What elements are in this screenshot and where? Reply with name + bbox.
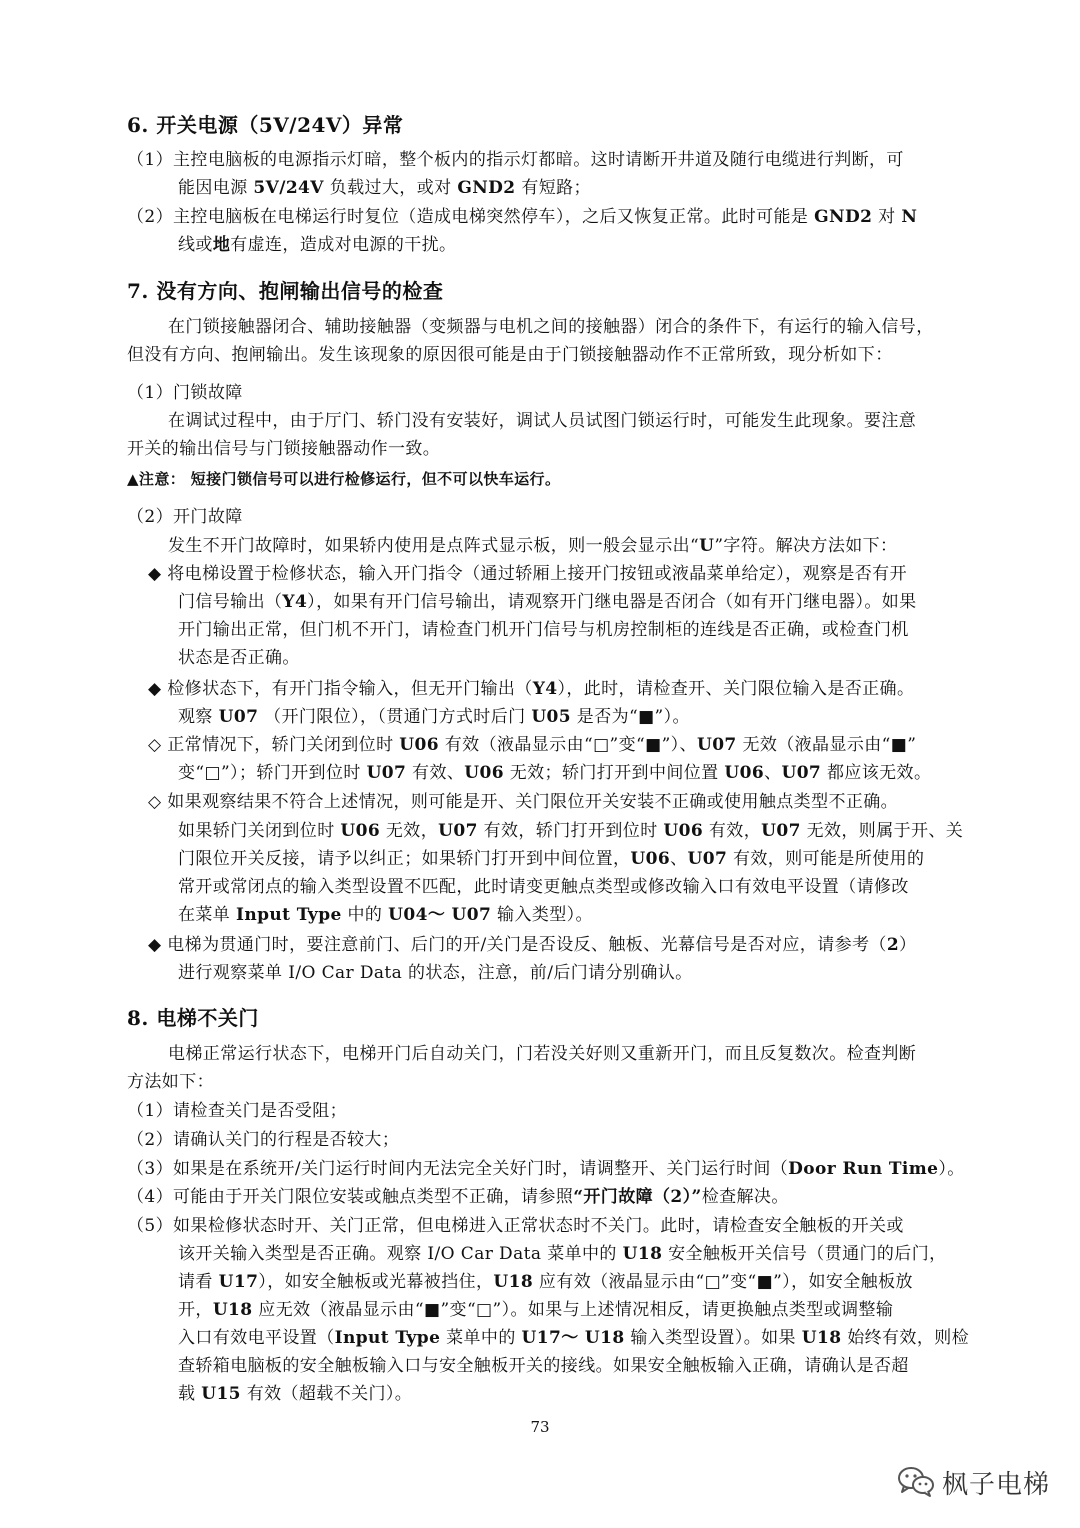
text-run: ），如安全触板或光幕被挡住， (258, 1272, 494, 1292)
text-line (127, 147, 1080, 173)
bold-text: U06 (464, 763, 504, 783)
text-run: ），此时，请检查开、关门限位输入是否正确。 (557, 679, 915, 699)
text-run: 有短路； (515, 178, 591, 198)
text-line (127, 1069, 1080, 1095)
bold-text: ▲注意： 短接门锁信号可以进行检修运行，但不可以快车运行。 (127, 470, 561, 488)
text-run: 在调试过程中，由于厅门、轿门没有安装好，调试人员试图门锁运行时，可能发生此现象。要注意 (168, 411, 917, 431)
bold-text: Input Type (236, 905, 342, 925)
bold-text: GND2 (457, 178, 516, 198)
text-run: 进行观察菜单 I/O Car Data 的状态，注意，前/后门请分别确认。 (178, 963, 693, 983)
text-run: 该开关输入类型是否正确。观察 I/O Car Data 菜单中的 (178, 1244, 623, 1264)
bold-text: 地 (212, 235, 231, 255)
text-run: 是否为“■”）。 (571, 707, 690, 727)
text-run: 查轿箱电脑板的安全触板输入口与安全触板开关的接线。如果安全触板输入正确，请确认是否超 (178, 1356, 909, 1376)
text-run: 有效，轿门打开到位时 (477, 821, 664, 841)
bold-text: U07 (218, 707, 259, 727)
text-line (178, 704, 1080, 730)
text-run: 能因电源 (178, 178, 254, 198)
bold-text: N (901, 207, 918, 227)
bold-text: U06 (630, 849, 671, 869)
text-run: 有效（超载不关门）。 (240, 1384, 413, 1404)
text-run: 如果轿门关闭到位时 (178, 821, 341, 841)
text-line (127, 1184, 1080, 1210)
text-run: 入口有效电平设置（ (178, 1328, 335, 1348)
text-line (168, 533, 1080, 559)
bold-text: “开门故障（2）” (573, 1187, 702, 1207)
bold-text: Door Run Time (788, 1159, 939, 1179)
text-line (178, 1241, 1080, 1267)
bold-text: Input Type (334, 1328, 441, 1348)
text-run: 无效， (380, 821, 439, 841)
text-run: （1）门锁故障 (127, 383, 243, 403)
text-run: ） (899, 935, 917, 955)
text-run: 应有效（液晶显示由“□”变“■”），如安全触板放 (533, 1272, 913, 1292)
section-heading (127, 278, 1080, 304)
text-line (127, 1213, 1080, 1239)
text-run: 中的 (341, 905, 389, 925)
text-line (168, 408, 1080, 434)
text-run: 在菜单 (178, 905, 237, 925)
text-line (178, 1297, 1080, 1323)
text-line (148, 732, 1080, 758)
text-line (127, 1098, 1080, 1124)
section-heading (127, 112, 1080, 138)
bold-text: U06 (663, 821, 704, 841)
bold-text: U07 (761, 821, 801, 841)
text-line (178, 1353, 1080, 1379)
text-run: （2）请确认关门的行程是否较大； (127, 1130, 400, 1150)
page-number: 73 (530, 1418, 550, 1436)
text-run: 门限位开关反接，请予以纠正；如果轿门打开到中间位置， (178, 849, 631, 869)
text-run: 状态是否正确。 (178, 648, 300, 668)
text-run: 都应该无效。 (821, 763, 932, 783)
text-run: ◇ 如果观察结果不符合上述情况，则可能是开、关门限位开关安装不正确或使用触点类型不正确。 (148, 792, 899, 812)
bold-text: U07 (687, 849, 728, 869)
text-run: 观察 (178, 707, 219, 727)
text-line (148, 789, 1080, 815)
text-line (148, 932, 1080, 958)
text-run: 有效，则可能是所使用的 (727, 849, 925, 869)
bold-text: 7. 没有方向、抱闸输出信号的检查 (127, 279, 444, 303)
bold-text: U06 (340, 821, 381, 841)
text-run: （5）如果检修状态时开、关门正常，但电梯进入正常状态时不关门。此时，请检查安全触板的开关或 (127, 1216, 904, 1236)
bold-text: U05 (531, 707, 571, 727)
text-line (178, 617, 1080, 643)
text-run: 方法如下： (127, 1072, 214, 1092)
bold-text: U07 (781, 763, 822, 783)
text-run: 有效， (703, 821, 762, 841)
text-run: 菜单中的 (440, 1328, 522, 1348)
bold-text: U18 (622, 1244, 663, 1264)
text-run: 门信号输出（ (178, 592, 283, 612)
text-line (178, 1269, 1080, 1295)
text-run: 应无效（液晶显示由“■”变“□”）。如果与上述情况相反，请更换触点类型或调整输 (252, 1300, 894, 1320)
text-line (178, 760, 1080, 786)
text-run: ”字符。解决方法如下： (714, 536, 898, 556)
text-run: 开门输出正常，但门机不开门，请检查门机开门信号与机房控制柜的连线是否正确，或检查门机 (178, 620, 909, 640)
text-line (178, 846, 1080, 872)
bold-text: U18 (212, 1300, 253, 1320)
text-run: 负载过大，或对 (323, 178, 458, 198)
section-heading (127, 1005, 1080, 1031)
bold-text: 5V/24V (253, 178, 324, 198)
text-run: 有效（液晶显示由“□”变“■”）、 (438, 735, 697, 755)
text-line (178, 175, 1080, 201)
text-run: ◆ 将电梯设置于检修状态，输入开门指令（通过轿厢上接开门按钮或液晶菜单给定），观察是否有开 (148, 564, 907, 584)
text-run: ◆ 电梯为贯通门时，要注意前门、后门的开/关门是否设反、触板、光幕信号是否对应，请参考（ (148, 935, 887, 955)
bold-text: U07 (438, 821, 478, 841)
text-line (178, 645, 1080, 671)
text-line (178, 874, 1080, 900)
bold-text: 8. 电梯不关门 (127, 1006, 259, 1030)
text-line (127, 436, 1080, 462)
bold-text: U (699, 536, 715, 556)
text-line (127, 380, 1080, 406)
text-line (178, 232, 1080, 258)
text-run: ）。 (938, 1159, 965, 1179)
text-run: 开， (178, 1300, 213, 1320)
text-run: 在门锁接触器闭合、辅助接触器（变频器与电机之间的接触器）闭合的条件下，有运行的输入信号， (168, 317, 934, 337)
text-line (127, 204, 1080, 230)
text-run: 始终有效，则检 (841, 1328, 970, 1348)
text-run: 载 (178, 1384, 202, 1404)
text-line (178, 818, 1080, 844)
text-run: （1）请检查关门是否受阻； (127, 1101, 348, 1121)
text-line (168, 314, 1080, 340)
text-run: 请看 (178, 1272, 219, 1292)
text-line (148, 561, 1080, 587)
text-run: ◆ 检修状态下，有开门指令输入，但无开门输出（ (148, 679, 533, 699)
watermark-text: 枫子电梯 (942, 1469, 1051, 1500)
text-line (178, 960, 1080, 986)
bold-text: U07 (696, 735, 737, 755)
text-run: ），如果有开门信号输出，请观察开门继电器是否闭合（如有开门继电器）。如果 (307, 592, 917, 612)
bold-text: U15 (201, 1384, 241, 1404)
text-run: （3）如果是在系统开/关门运行时间内无法完全关好门时，请调整开、关门运行时间（ (127, 1159, 789, 1179)
text-line (127, 504, 1080, 530)
bold-text: U04～ U07 (388, 905, 492, 925)
text-run: 有效、 (406, 763, 465, 783)
text-line (178, 902, 1080, 928)
text-run: 输入类型）。 (491, 905, 593, 925)
text-run: 、 (670, 849, 688, 869)
text-run: （4）可能由于开关门限位安装或触点类型不正确，请参照 (127, 1187, 574, 1207)
text-line (178, 589, 1080, 615)
watermark (896, 1460, 1066, 1504)
bold-text: U06 (399, 735, 439, 755)
text-run: 、 (764, 763, 782, 783)
text-run: 对 (872, 207, 902, 227)
text-run: （2）主控电脑板在电梯运行时复位（造成电梯突然停车），之后又恢复正常。此时可能是 (127, 207, 815, 227)
text-run: 检查解决。 (701, 1187, 789, 1207)
bold-text: U17～ U18 (521, 1328, 625, 1348)
bold-text: U17 (218, 1272, 259, 1292)
text-run: （2）开门故障 (127, 507, 243, 527)
text-run: 但没有方向、抱闸输出。发生该现象的原因很可能是由于门锁接触器动作不正常所致，现分析如下： (127, 345, 893, 365)
text-run: （开门限位），（贯通门方式时后门 (258, 707, 532, 727)
bold-text: U18 (801, 1328, 842, 1348)
text-run: 无效（液晶显示由“■” (736, 735, 917, 755)
text-run: 无效；轿门打开到中间位置 (503, 763, 725, 783)
bold-text: Y4 (282, 592, 308, 612)
text-run: 输入类型设置）。如果 (624, 1328, 802, 1348)
text-line (127, 1156, 1080, 1182)
text-run: 电梯正常运行状态下，电梯开门后自动关门，门若没关好则又重新开门，而且反复数次。检查判断 (168, 1044, 917, 1064)
text-line (148, 676, 1080, 702)
text-line (168, 1041, 1080, 1067)
text-run: （1）主控电脑板的电源指示灯暗，整个板内的指示灯都暗。这时请断开井道及随行电缆进行判断，可 (127, 150, 904, 170)
bold-text: 6. 开关电源（5V/24V）异常 (127, 113, 404, 137)
text-run: 变“□”）；轿门开到位时 (178, 763, 367, 783)
bold-text: Y4 (532, 679, 558, 699)
bold-text: U18 (493, 1272, 534, 1292)
text-run: 常开或常闭点的输入类型设置不匹配，此时请变更触点类型或修改输入口有效电平设置（请修改 (178, 877, 909, 897)
text-run: 无效，则属于开、关 (800, 821, 964, 841)
text-run: 线或 (178, 235, 213, 255)
text-run: 发生不开门故障时，如果轿内使用是点阵式显示板，则一般会显示出“ (168, 536, 700, 556)
text-run: 安全触板开关信号（贯通门的后门， (662, 1244, 947, 1264)
wechat-icon (896, 1464, 936, 1500)
text-line (127, 342, 1080, 368)
text-run: 开关的输出信号与门锁接触器动作一致。 (127, 439, 441, 459)
text-run: ◇ 正常情况下，轿门关闭到位时 (148, 735, 400, 755)
note-line (127, 466, 1080, 492)
bold-text: U07 (366, 763, 407, 783)
bold-text: GND2 (814, 207, 873, 227)
bold-text: U06 (724, 763, 765, 783)
text-run: 有虚连，造成对电源的干扰。 (230, 235, 457, 255)
text-line (178, 1381, 1080, 1407)
text-line (127, 1127, 1080, 1153)
text-line (178, 1325, 1080, 1351)
bold-text: 2 (886, 935, 900, 955)
